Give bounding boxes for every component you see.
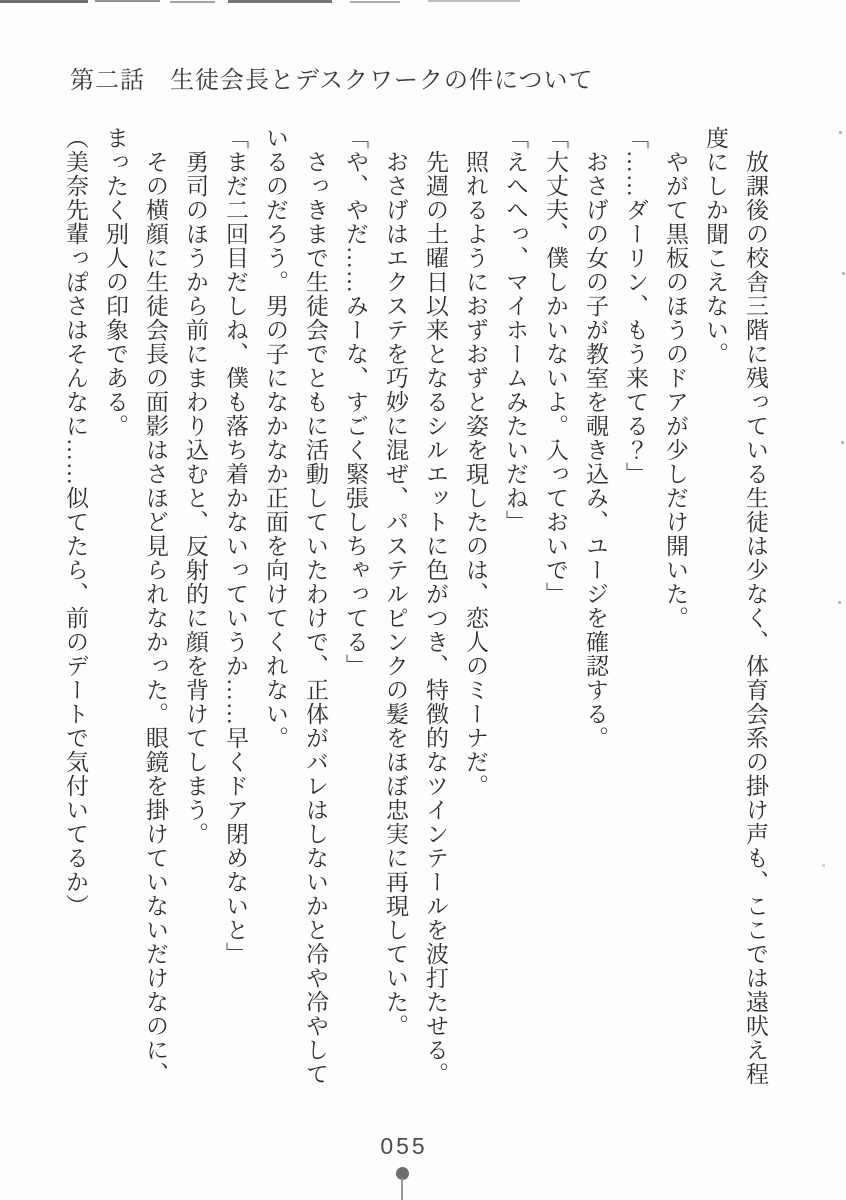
text-column: 「大丈夫、僕しかいないよ。入っておいで」 — [543, 126, 568, 606]
text-column: 度にしか聞こえない。 — [703, 126, 728, 366]
scan-artifact — [170, 1, 215, 3]
body-text — [55, 126, 775, 1094]
scan-speck — [839, 131, 842, 134]
text-column: 先週の土曜日以来となるシルエットに色がつき、特徴的なツインテールを波打たせる。 — [423, 126, 448, 1086]
text-column: 「えへへっ、マイホームみたいだね」 — [503, 126, 528, 534]
scan-artifact — [0, 0, 88, 3]
text-column: やがて黒板のほうのドアが少しだけ開いた。 — [663, 126, 688, 630]
text-column: おさげの女の子が教室を覗き込み、ユージを確認する。 — [583, 126, 608, 750]
page-number: 055 — [380, 1133, 428, 1159]
scan-speck — [838, 601, 841, 604]
text-column: まったく別人の印象である。 — [103, 126, 128, 438]
text-column: （美奈先輩っぽさはそんなに……似てたら、前のデートで気付いてるか） — [63, 126, 88, 918]
scan-artifact — [228, 0, 332, 3]
scan-artifact — [95, 0, 160, 2]
text-column: 「まだ二回目だしね、僕も落ち着かないっていうか……早くドア閉めないと」 — [223, 126, 248, 966]
scan-speck — [822, 864, 825, 867]
scan-artifact — [350, 1, 400, 3]
text-column: 「……ダーリン、もう来てる？」 — [623, 126, 648, 486]
text-column: さっきまで生徒会でともに活動していたわけで、正体がバレはしないかと冷や冷やして — [303, 126, 328, 1086]
scan-artifact — [428, 0, 520, 2]
text-column: 放課後の校舎三階に残っている生徒は少なく、体育会系の掛け声も、ここでは遠吠え程 — [743, 126, 768, 1086]
text-column: おさげはエクステを巧妙に混ぜ、パステルピンクの髪をほぼ忠実に再現していた。 — [383, 126, 408, 1038]
text-column: 「や、やだ……みーな、すごく緊張しちゃってる」 — [343, 126, 368, 678]
text-column: 照れるようにおずおずと姿を現したのは、恋人のミーナだ。 — [463, 126, 488, 798]
scan-speck — [841, 441, 844, 444]
chapter-title: 第二話 生徒会長とデスクワークの件について — [70, 68, 594, 94]
text-column: いるのだろう。男の子になかなか正面を向けてくれない。 — [263, 126, 288, 750]
footer-line-marker — [401, 1178, 403, 1200]
text-column: 勇司のほうから前にまわり込むと、反射的に顔を背けてしまう。 — [183, 126, 208, 846]
scan-speck — [842, 272, 845, 275]
text-column: その横顔に生徒会長の面影はさほど見られなかった。眼鏡を掛けていないだけなのに、 — [143, 126, 168, 1086]
